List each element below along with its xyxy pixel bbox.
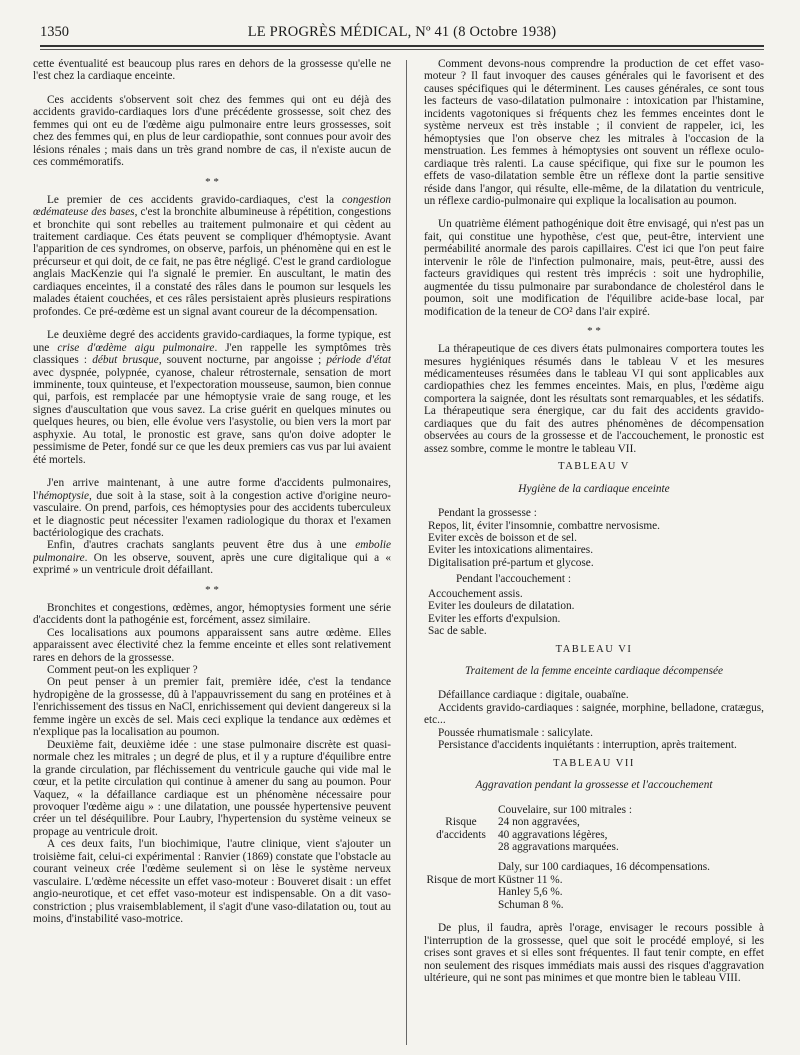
row-label: Risque d'accidents: [436, 816, 486, 841]
table-cell: Schuman 8 %.: [498, 898, 564, 911]
left-column: [33, 58, 391, 1048]
paragraph: cette éventualité est beaucoup plus rares en dehors de la grossesse qu'elle ne l'est chez la cardiaque enceinte.: [33, 58, 391, 83]
row-label: Risque de mort: [426, 873, 496, 886]
paragraph: Le deuxième degré des accidents gravido-cardiaques, la forme typique, est une crise d'œdème aigu pulmonaire. J'en rappelle les symptômes très classiques : début brusque, souvent nocturne, par angoisse ; période d'état avec dyspnée, polypnée, cyanose, chaleur rétrosternale, sensation de mort imminente, toux quinteuse, et l'expectoration mousseuse, saumon, bien connue qui, parfois, est remplacée par une hémoptysie vraie de sang rouge, et les signes d'auscultation que vous savez. La crise guérit en quelques minutes ou quelques heures, ou bien, elle évolue vers l'asystolie, ou bien vers la mort par asphyxie. Au total, le pronostic est grave, sans qu'on doive adopter le pessimisme de Peter, fondé sur ce que les deux premiers cas vus par lui avaient été mortels.: [33, 329, 391, 466]
table-cell: Hanley 5,6 %.: [498, 886, 563, 899]
page-number: 1350: [40, 24, 69, 40]
table-row: [424, 816, 764, 853]
paragraph: Enfin, d'autres crachats sanglants peuvent être dus à une embolie pulmonaire. On les observe, souvent, après une cure digitalique qui a « exprimé » un ventricule droit défaillant.: [33, 539, 391, 577]
paragraph: On peut penser à un premier fait, première idée, c'est la tendance hydropigène de la grossesse, dû à l'appauvrissement du sang en protéines et à l'enrichissement des tissus en NaCl, enrichissement qui devient dangereux si la femme ingère un excès de sel. Mais ceci explique la tendance aux œdèmes et n'explique pas la localisation au poumon.: [33, 676, 391, 739]
right-column: [424, 58, 764, 1048]
paragraph: Ces localisations aux poumons apparaissent sans autre œdème. Elles apparaissent avec électivité chez la femme enceinte et elles sont relativement rares en dehors de la grossesse.: [33, 626, 391, 664]
list-item: Eviter les efforts d'expulsion.: [428, 612, 561, 625]
table-cell: 40 aggravations légères,: [498, 828, 608, 841]
table-subtitle: Hygiène de la cardiaque enceinte: [518, 482, 670, 495]
header-rule: [40, 45, 764, 47]
table-lead: Pendant l'accouchement :: [456, 573, 571, 586]
paragraph: Bronchites et congestions, œdèmes, angor, hémoptysies forment une série d'accidents dont la pathogénie est, forcément, assez similaire.: [33, 601, 391, 627]
paragraph: La thérapeutique de ces divers états pulmonaires comportera toutes les mesures hygiéniques résumés dans le tableau V et les mesures médicamenteuses résumées dans le tableau VI qui sont applicables aux cardiopathies chez les femmes enceintes. Mais, en plus, l'œdème aigu comportera la saignée, dont les résultats sont remarquables, et les sédatifs. La thérapeutique sera énergique, car du fait des accidents gravido-cardiaques que du fait des autres phénomènes de décompensation observées au cours de la grossesse et de l'accouchement, le pronostic est assez sombre, comme le montre le tableau VII.: [424, 343, 764, 455]
paragraph: Comment peut-on les expliquer ?: [47, 664, 198, 677]
list-item: Défaillance cardiaque : digitale, ouabaïne.: [438, 689, 629, 702]
running-header: [40, 24, 764, 42]
section-asterisks: * *: [587, 325, 601, 338]
table-lead: Pendant la grossesse :: [438, 507, 537, 520]
table-cell: 28 aggravations marquées.: [498, 841, 619, 854]
list-item: Poussée rhumatismale : salicylate.: [438, 726, 593, 739]
list-item: Eviter les intoxications alimentaires.: [428, 544, 594, 557]
paragraph: Ces accidents s'observent soit chez des femmes qui ont eu déjà des accidents gravido-cardiaques lors d'une précédente grossesse, soit chez des femmes qui ont eu de l'œdème aigu pulmonaire entre leurs grossesses, soit chez des femmes qui, en plus de leur cardiopathie, sont connues pour avoir des lésions rénales ; mais dans un très grand nombre de cas, il n'existe aucun de ces commémoratifs.: [33, 93, 391, 169]
table-subtitle: Traitement de la femme enceinte cardiaque décompensée: [464, 665, 724, 678]
paragraph: Comment devons-nous comprendre la production de cet effet vaso-moteur ? Il faut invoquer des causes générales qui le favorisent et des causes spécifiques qui le déterminent. Les causes générales, ce sont tous les facteurs de vaso-dilatation pulmonaire : intoxication par l'histamine, incidents vagotoniques si fréquents chez les femmes enceintes dont le système nerveux est très instable ; il convient de rappeler, ici, les hémoptysies que l'on observe chez les mitrales à l'occasion de la menstruation. Les femmes à hémoptysies ont souvent un réflexe oculo-cardiaque très ralenti. La cause spécifique, qui fixe sur le poumon les effets de vaso-dilatation semble être un réflexe dont la partie sensitive réside dans l'angor, qui résulte, elle-même, de la dilatation du ventricule, un réflexe cardio-pulmonaire qui explique la localisation au poumon.: [424, 58, 764, 207]
section-asterisks: * *: [205, 583, 219, 596]
paragraph: De plus, il faudra, après l'orage, envisager le recours possible à l'interruption de la grossesse, quel que soit le procédé employé, si les crises sont graves et si elles sont fréquentes. Il faut tenir compte, en effet non seulement des risques immédiats mais aussi des risques d'aggravation ultérieure, qui ne sont pas minimes et que montre bien le tableau VIII.: [424, 922, 764, 985]
table-cell: Küstner 11 %.: [498, 873, 563, 886]
column-divider: [406, 60, 407, 1045]
table-row: [424, 861, 764, 873]
table-cell: 24 non aggravées,: [498, 816, 580, 829]
list-item: Accouchement assis.: [428, 587, 523, 600]
table-row: [424, 874, 764, 911]
paragraph: Deuxième fait, deuxième idée : une stase pulmonaire discrète est quasi-normale chez les mitrales ; un degré de plus, et il y a rupture d'équilibre entre la grande circulation, par fléchissement du ventricule gauche qui vide mal le cœur, et la petite circulation qui continue à amener du sang au poumon. Pour Vaquez, « la défaillance cardiaque est un phénomène nécessaire pour provoquer l'œdème aigu » : une dilatation, une poussée hypertensive peuvent créer un tel déséquilibre. Pour Laubry, l'hypertension du système veineux se propage au ventricule droit.: [33, 738, 391, 838]
table-lead: Couvelaire, sur 100 mitrales :: [498, 803, 632, 816]
list-item: Accidents gravido-cardiaques : saignée, morphine, belladone, cratægus, etc...: [424, 701, 764, 727]
table-title: TABLEAU VII: [553, 757, 635, 769]
table-subtitle: Aggravation pendant la grossesse et l'accouchement: [475, 779, 713, 792]
list-item: Repos, lit, éviter l'insomnie, combattre nervosisme.: [428, 519, 661, 532]
table-title: TABLEAU VI: [555, 643, 633, 655]
list-item: Persistance d'accidents inquiétants : interruption, après traitement.: [438, 739, 737, 752]
paragraph: Un quatrième élément pathogénique doit être envisagé, qui n'est pas un fait, qui constitue une hypothèse, c'est que, peut-être, intervient une perméabilité anormale des parois capillaires. C'est ici que l'on peut faire intervenir le rôle de l'infection pulmonaire, mais, peut-être, aussi des facteurs gravidiques qui restent très imprécis : soit une hydrophilie, augmentée du tissu pulmonaire par surabondance de cholestérol dans le poumon, soit une modification de l'équilibre acide-base local, par modification de la teneur de CO² dans l'air expiré.: [424, 218, 764, 318]
list-item: Sac de sable.: [428, 625, 487, 638]
paragraph: J'en arrive maintenant, à une autre forme d'accidents pulmonaires, l'hémoptysie, due soit à la stase, soit à la congestion active d'origine neuro-vasculaire. On prend, parfois, ces hémoptysies pour des accidents tuberculeux et le diagnostic peut nécessiter l'examen radiologique du thorax et l'examen bactériologique des crachats.: [33, 477, 391, 539]
list-item: Digitalisation pré-partum et glycose.: [428, 556, 594, 569]
section-asterisks: * *: [205, 175, 219, 188]
table-title: TABLEAU V: [558, 461, 630, 473]
journal-title: LE PROGRÈS MÉDICAL, Nº 41 (8 Octobre 1938): [247, 24, 557, 40]
paragraph: A ces deux faits, l'un biochimique, l'autre clinique, vient s'ajouter un troisième fait, celui-ci expérimental : Ranvier (1869) constate que l'obstacle au courant veineux crée l'œdème seulement si on lèse le système nerveux vasculaire. L'œdème nécessite un effet vaso-moteur : Bouveret disait : un effet angio-neurotique, et cet effet vaso-moteur est indispensable. On a dit vaso-constriction ; plus vraisemblablement, il s'agit d'une vaso-dilatation ou, tout au moins, d'instabilité vaso-motrice.: [33, 838, 391, 926]
list-item: Eviter les douleurs de dilatation.: [428, 600, 575, 613]
list-item: Eviter excès de boisson et de sel.: [428, 531, 578, 544]
header-rule-thin: [40, 49, 764, 50]
table-lead: Daly, sur 100 cardiaques, 16 décompensations.: [498, 861, 710, 874]
table-row: [424, 804, 764, 816]
paragraph: Le premier de ces accidents gravido-cardiaques, c'est la congestion œdémateuse des bases, c'est la bronchite albumineuse à répétition, congestions et bronchite qui sont rebelles au traitement pulmonaire et qui cèdent au traitement cardiaque. Ces états peuvent se compliquer d'hémoptysie. Avant l'apparition de ces syndromes, on observe, parfois, un phénomène qui en est le précurseur et qui doit, de ce fait, ne pas être négligé. C'est le grand cardiologue anglais MacKenzie qui l'a signalé le premier. En auscultant, le matin des cardiaques enceintes, il a constaté des râles dans le poumon sur lesquels les malades étaient couchées, et ces râles persistaient après plusieurs respirations profondes. Ce pré-œdème est un signal avant coureur de la décompensation.: [33, 193, 391, 318]
